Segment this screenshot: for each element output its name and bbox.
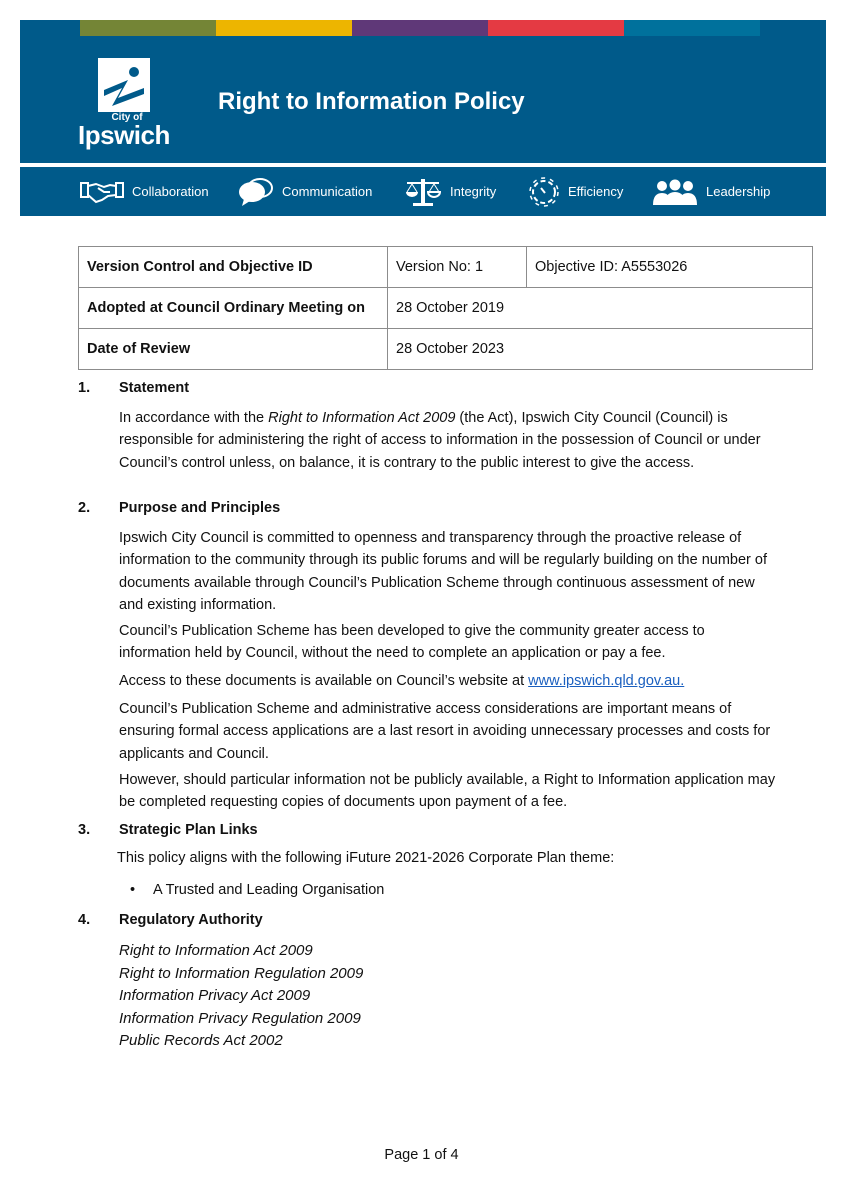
value-label: Integrity — [450, 184, 497, 199]
text-run: Access to these documents is available on Council’s website at — [119, 673, 529, 689]
purpose-paragraph-4: Council’s Publication Scheme and administrative access considerations are important means of ensuring formal access applications are a last resort in avoiding unnecessary processes and costs for applicants and Council. — [119, 701, 771, 762]
stripe-red — [488, 20, 624, 36]
city-of-ipswich-logo — [78, 58, 168, 150]
section-number: 2. — [78, 500, 91, 516]
row-label: Version Control and Objective ID — [79, 247, 388, 288]
act-item: Public Records Act 2002 — [119, 1032, 283, 1049]
table-row — [79, 288, 813, 329]
stripe-purple — [352, 20, 488, 36]
value-label: Leadership — [706, 184, 771, 199]
people-group-icon — [652, 178, 698, 206]
table-row — [79, 247, 813, 288]
purpose-paragraph-5: However, should particular information not be publicly available, a Right to Information application may be completed requesting copies of documents upon payment of a fee. — [119, 772, 776, 811]
value-label: Efficiency — [568, 184, 624, 199]
logo-city-text: City of — [111, 112, 143, 123]
website-link[interactable]: www.ipswich.qld.gov.au. — [528, 673, 685, 689]
section-heading-statement: Statement — [119, 380, 190, 396]
objective-id: Objective ID: A5553026 — [527, 247, 813, 288]
section-number: 4. — [78, 912, 91, 928]
page-number: Page 1 of 4 — [384, 1147, 459, 1163]
value-communication — [238, 167, 372, 216]
review-date: 28 October 2023 — [388, 329, 813, 370]
purpose-paragraph-2: Council’s Publication Scheme has been developed to give the community greater access to information held by Council, without the need to complete an application or pay a fee. — [119, 623, 705, 662]
stripe-yellow — [216, 20, 352, 36]
document-header — [20, 20, 826, 163]
act-item: Right to Information Act 2009 — [119, 942, 313, 959]
section-number: 3. — [78, 822, 91, 838]
color-stripes — [80, 20, 760, 36]
logo-mark-icon — [98, 58, 150, 112]
value-integrity — [404, 167, 496, 216]
act-item: Information Privacy Regulation 2009 — [119, 1009, 361, 1027]
strategic-paragraph: This policy aligns with the following iFuture 2021-2026 Corporate Plan theme: — [117, 850, 615, 866]
value-leadership — [652, 167, 770, 216]
text-run: In accordance with the — [119, 410, 269, 426]
value-label: Collaboration — [132, 184, 209, 199]
value-collaboration — [80, 167, 209, 216]
row-label: Adopted at Council Ordinary Meeting on — [79, 288, 388, 329]
section-heading-strategic: Strategic Plan Links — [119, 822, 258, 838]
version-number: Version No: 1 — [388, 247, 527, 288]
page-title: Right to Information Policy — [218, 88, 525, 115]
statement-paragraph — [119, 407, 779, 474]
gear-clock-icon — [528, 176, 560, 208]
act-title-italic: Right to Information Act 2009 — [268, 410, 456, 426]
bullet-item: A Trusted and Leading Organisation — [153, 882, 385, 898]
purpose-paragraph-1: Ipswich City Council is committed to openness and transparency through the proactive release of information to the community through its public forums and will be regularly building on the number of documents available through Council’s Publication Scheme through continuous assessment of new and existing information. — [119, 530, 768, 613]
act-item: Right to Information Regulation 2009 — [119, 964, 364, 982]
bullet-icon: • — [130, 882, 136, 898]
version-control-table — [78, 246, 813, 370]
scales-icon — [404, 176, 442, 208]
value-label: Communication — [282, 184, 373, 199]
section-heading-purpose: Purpose and Principles — [119, 500, 281, 516]
act-item: Information Privacy Act 2009 — [119, 987, 311, 1004]
section-number: 1. — [78, 380, 91, 396]
stripe-green — [80, 20, 216, 36]
values-bar — [20, 167, 826, 216]
adopted-date: 28 October 2019 — [388, 288, 813, 329]
section-heading-regulatory: Regulatory Authority — [119, 912, 263, 928]
handshake-icon — [80, 180, 124, 204]
purpose-paragraph-3 — [119, 670, 779, 692]
table-row — [79, 329, 813, 370]
value-efficiency — [528, 167, 623, 216]
text-run: (the Act), Ipswich City Council (Council) is responsible for administering the right of access to information in the possession of Council or under Council’s control unless, on balance, it is contrary to the public interest to give the access. — [119, 410, 761, 471]
stripe-teal — [624, 20, 760, 36]
acts-list — [119, 940, 363, 1053]
speech-bubbles-icon — [238, 177, 274, 207]
row-label: Date of Review — [79, 329, 388, 370]
logo-ipswich-text: Ipswich — [78, 120, 170, 150]
